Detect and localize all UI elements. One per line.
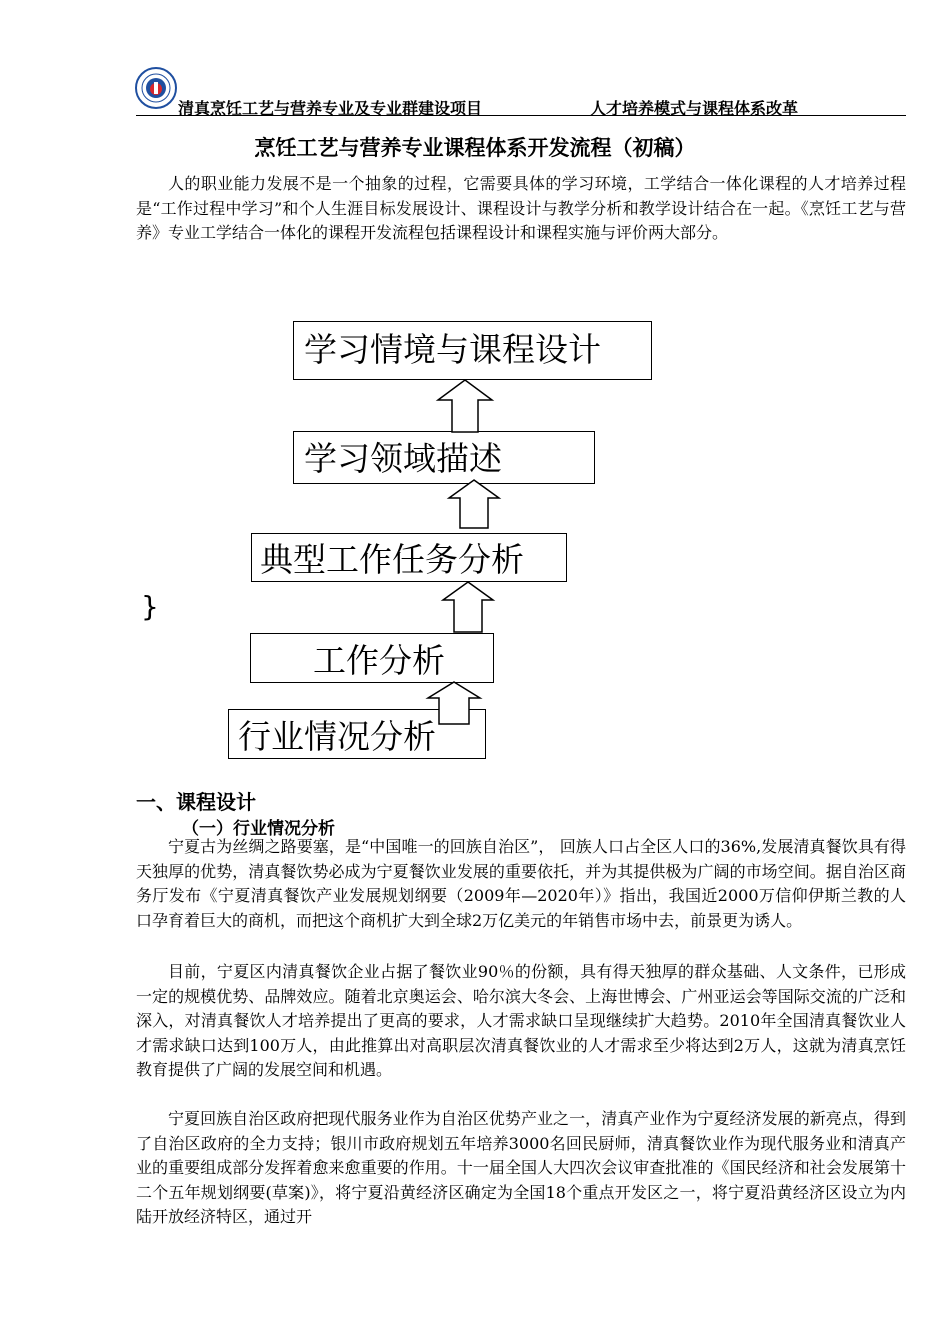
flow-step-label: 工作分析 (313, 641, 445, 680)
intro-paragraph: 人的职业能力发展不是一个抽象的过程，它需要具体的学习环境，工学结合一体化课程的人才培养过程是“工作过程中学习”和个人生涯目标发展设计、课程设计与教学分析和教学设计结合在一起。《烹饪工艺与营养》专业工学结合一体化的课程开发流程包括课程设计和课程实施与评价两大部分。 (136, 174, 906, 242)
up-arrow-icon (425, 680, 483, 726)
up-arrow-icon (435, 378, 495, 434)
flow-step-box (251, 533, 567, 582)
flow-step-label: 典型工作任务分析 (260, 540, 524, 579)
header-rule (136, 115, 906, 116)
document-title: 烹饪工艺与营养专业课程体系开发流程（初稿） (254, 136, 696, 160)
flow-step-label: 学习领域描述 (304, 439, 502, 478)
school-logo (134, 66, 178, 110)
flow-step-box (293, 321, 652, 380)
section-heading: 一、课程设计 (136, 790, 256, 814)
up-arrow-icon (440, 580, 496, 634)
body-paragraph: 目前，宁夏区内清真餐饮企业占据了餐饮业90％的份额，具有得天独厚的群众基础、人文条件，已形成一定的规模优势、品牌效应。随着北京奥运会、哈尔滨大冬会、上海世博会、广州亚运会等国际交流的广泛和深入，对清真餐饮人才培养提出了更高的要求，人才需求缺口呈现继续扩大趋势。2010年全国清真餐饮业人才需求缺口达到100万人，由此推算出对高职层次清真餐饮业的人才需求至少将达到2万人，这就为清真烹饪教育提供了广阔的发展空间和机遇。 (136, 962, 906, 1079)
body-paragraph: 宁夏回族自治区政府把现代服务业作为自治区优势产业之一，清真产业作为宁夏经济发展的新亮点，得到了自治区政府的全力支持；银川市政府规划五年培养3000名回民厨师，清真餐饮业作为现代服务业和清真产业的重要组成部分发挥着愈来愈重要的作用。十一届全国人大四次会议审查批准的《国民经济和社会发展第十二个五年规划纲要(草案)》，将宁夏沿黄经济区确定为全国18个重点开发区之一，将宁夏沿黄经济区设立为内陆开放经济特区，通过开 (136, 1109, 906, 1226)
header-section-title: 人才培养模式与课程体系改革 (590, 99, 799, 118)
up-arrow-icon (446, 478, 502, 530)
flow-step-label: 学习情境与课程设计 (304, 330, 601, 369)
header-project-title: 清真烹饪工艺与营养专业及专业群建设项目 (178, 99, 483, 118)
flow-step-box (293, 431, 595, 484)
stray-brace: } (141, 590, 159, 623)
flow-step-label: 行业情况分析 (238, 717, 436, 756)
flow-step-box (250, 633, 494, 683)
subsection-heading: （一）行业情况分析 (182, 819, 335, 839)
body-paragraph: 宁夏古为丝绸之路要塞，是“中国唯一的回族自治区”， 回族人口占全区人口的36%,发展清真餐饮具有得天独厚的优势，清真餐饮势必成为宁夏餐饮业发展的重要依托，并为其提供极为广阔的市场空间。据自治区商务厅发布《宁夏清真餐饮产业发展规划纲要（2009年—2020年）》指出，我国近2000万信仰伊斯兰教的人口孕育着巨大的商机，而把这个商机扩大到全球2万亿美元的年销售市场中去，前景更为诱人。 (136, 837, 906, 930)
